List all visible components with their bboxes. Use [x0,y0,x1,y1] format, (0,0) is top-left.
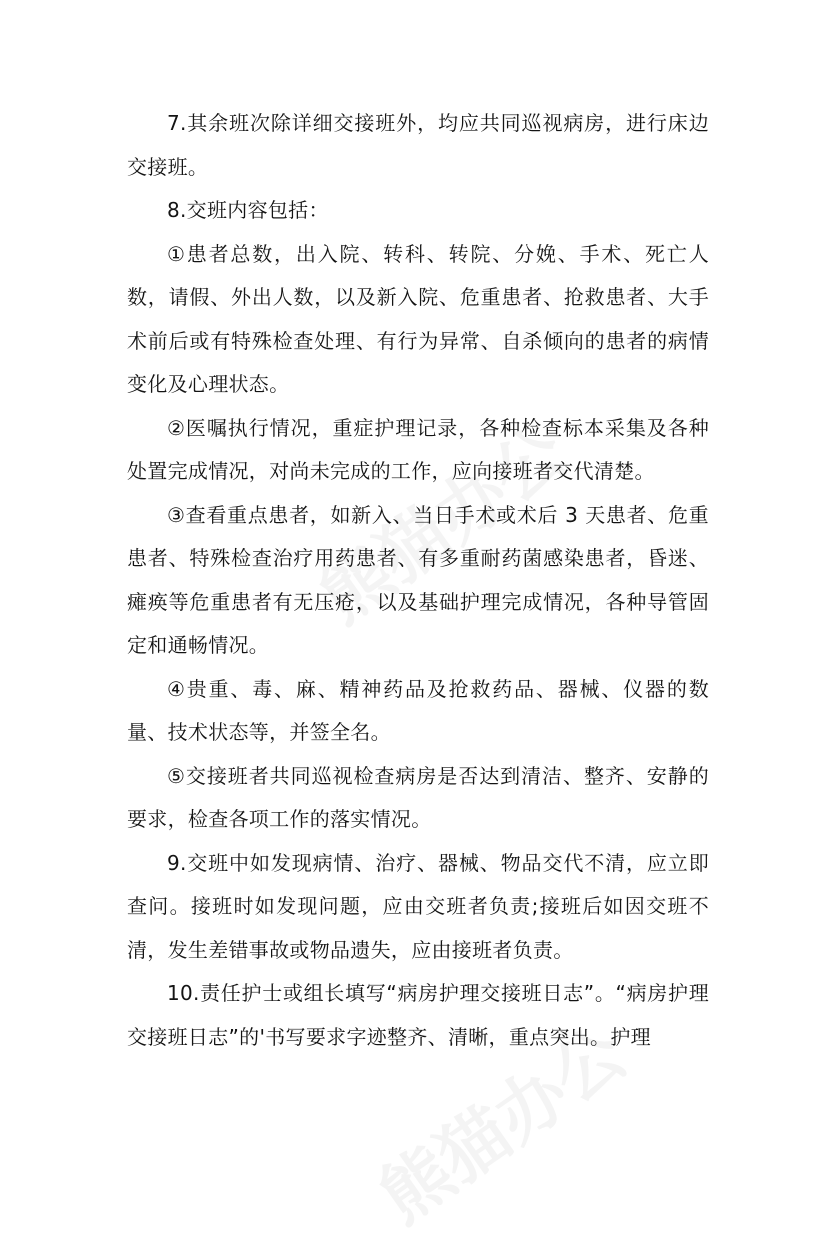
paragraph-item-10: 10.责任护士或组长填写“病房护理交接班日志”。“病房护理交接班日志”的'书写要求字迹整齐、清晰，重点突出。护理 [127,981,709,1049]
paragraph-subitem-1: ①患者总数，出入院、转科、转院、分娩、手术、死亡人数，请假、外出人数，以及新入院、危重患者、抢救患者、大手术前后或有特殊检查处理、有行为异常、自杀倾向的患者的病情变化及心理状态。 [127,241,709,396]
paragraph-subitem-2: ②医嘱执行情况，重症护理记录，各种检查标本采集及各种处置完成情况，对尚未完成的工作，应向接班者交代清楚。 [127,415,709,483]
paragraph-subitem-4: ④贵重、毒、麻、精神药品及抢救药品、器械、仪器的数量、技术状态等，并签全名。 [127,676,709,744]
paragraph-subitem-5: ⑤交接班者共同巡视检查病房是否达到清洁、整齐、安静的要求，检查各项工作的落实情况。 [127,763,709,831]
paragraph-subitem-3: ③查看重点患者，如新入、当日手术或术后 3 天患者、危重患者、特殊检查治疗用药患者、有多重耐药菌感染患者，昏迷、瘫痪等危重患者有无压疮，以及基础护理完成情况，各种导管固定和通畅情况。 [127,502,709,657]
document-body [127,102,709,1059]
paragraph-item-8-heading: 8.交班内容包括： [167,198,329,222]
paragraph-item-7: 7.其余班次除详细交接班外，均应共同巡视病房，进行床边交接班。 [127,111,709,179]
paragraph-item-9: 9.交班中如发现病情、治疗、器械、物品交代不清，应立即查问。接班时如发现问题，应由交班者负责;接班后如因交班不清，发生差错事故或物品遗失，应由接班者负责。 [127,850,709,962]
